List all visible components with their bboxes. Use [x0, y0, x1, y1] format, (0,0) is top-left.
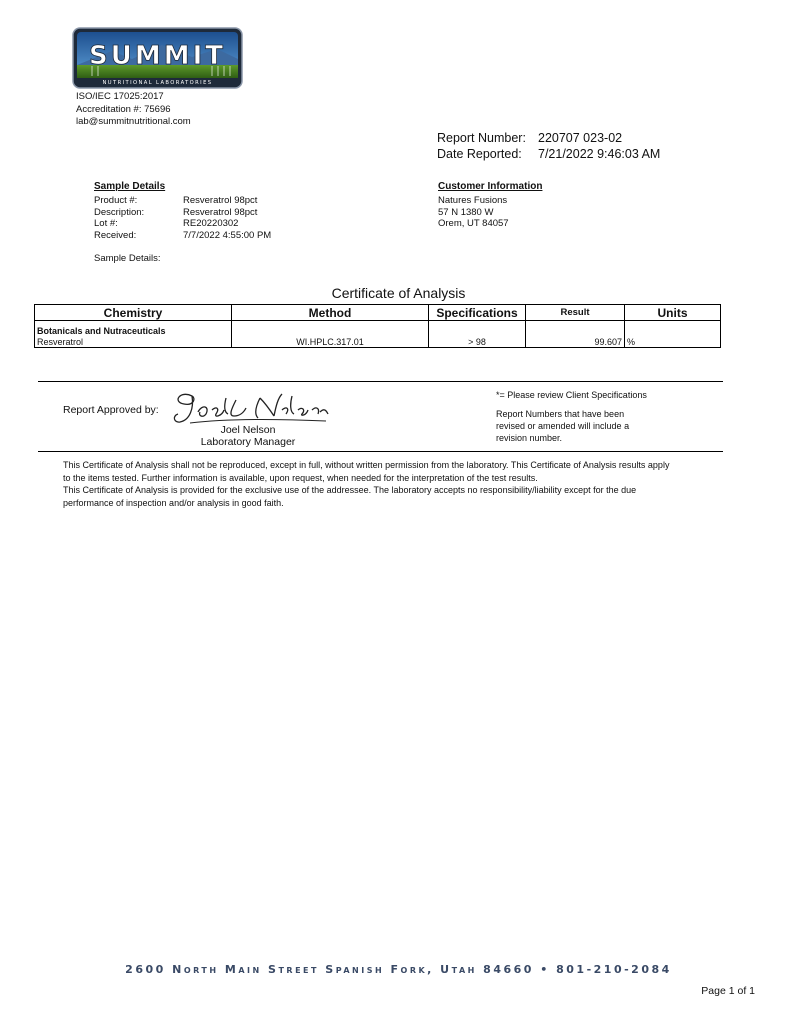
customer-address-line1: 57 N 1380 W [438, 206, 494, 218]
page-number: Page 1 of 1 [701, 985, 755, 997]
sample-row [94, 230, 271, 242]
approver-name: Joel Nelson [220, 424, 276, 436]
accreditation-number: Accreditation #: 75696 [76, 103, 171, 115]
sample-details-extra-label: Sample Details: [94, 253, 161, 264]
customer-info-title: Customer Information [438, 181, 543, 192]
sample-row-value: Resveratrol 98pct [183, 206, 258, 218]
sample-row-label: Received: [94, 229, 137, 241]
customer-name: Natures Fusions [438, 195, 508, 206]
disclaimer-line3: This Certificate of Analysis is provided for the exclusive use of the addressee. The laboratory accepts no responsibility/liability except for the due [63, 485, 637, 495]
header-specifications: Specifications [429, 305, 526, 321]
iso-standard: ISO/IEC 17025:2017 [76, 91, 164, 102]
customer-information [438, 181, 542, 230]
lab-email: lab@summitnutritional.com [76, 116, 191, 127]
header-method: Method [232, 305, 429, 321]
category-row [35, 321, 721, 337]
disclaimer-line4: performance of inspection and/or analysis in good faith. [63, 497, 284, 508]
logo-subtitle-text: NUTRITIONAL LABORATORIES [102, 80, 213, 86]
sample-row-label: Lot #: [94, 218, 118, 229]
approval-top-rule [38, 381, 723, 382]
disclaimer [63, 459, 723, 509]
category-label: Botanicals and Nutraceuticals [35, 321, 232, 337]
sample-row-label: Description: [94, 206, 145, 218]
revision-note-line1: Report Numbers that have been [496, 409, 625, 419]
cell-method: WI.HPLC.317.01 [232, 336, 429, 348]
sample-row-value: Resveratrol 98pct [183, 195, 258, 206]
table-header-row [35, 305, 721, 321]
client-spec-note: *= Please review Client Specifications [496, 390, 647, 400]
date-reported-value: 7/21/2022 9:46:03 AM [538, 147, 661, 161]
header-units: Units [625, 305, 721, 321]
date-reported-label: Date Reported: [437, 147, 522, 161]
footer-address: 2600 North Main Street Spanish Fork, Utah 84660 • 801-210-2084 [125, 963, 672, 976]
sample-details [94, 181, 271, 265]
cell-units: % [625, 336, 721, 348]
approver-block [196, 424, 300, 448]
logo-brand-text: SUMMIT [89, 41, 226, 71]
certificate-title: Certificate of Analysis [331, 285, 466, 301]
sample-row [94, 195, 271, 207]
report-meta [437, 130, 660, 162]
customer-address-line2: Orem, UT 84057 [438, 218, 509, 229]
revision-note-line2: revised or amended will include a [496, 421, 630, 431]
sample-row-value: 7/7/2022 4:55:00 PM [183, 229, 272, 241]
cell-result: 99.607 [526, 336, 625, 348]
report-number-value: 220707 023-02 [538, 131, 623, 145]
report-notes [496, 389, 647, 444]
table-row [35, 336, 721, 348]
disclaimer-line2: to the items tested. Further information is available, upon request, when needed for the interpretation of the test results. [63, 472, 538, 483]
sample-row [94, 207, 271, 219]
results-table [34, 304, 721, 348]
sample-row-value: RE20220302 [183, 218, 239, 229]
header-chemistry: Chemistry [35, 305, 232, 321]
sample-details-title: Sample Details [94, 181, 166, 192]
lab-info [76, 91, 191, 129]
approval-bottom-rule [38, 451, 723, 452]
signature-image [170, 388, 330, 428]
cell-specifications: > 98 [429, 336, 526, 348]
revision-note-line3: revision number. [496, 433, 563, 443]
approver-title: Laboratory Manager [200, 436, 296, 448]
header-result: Result [526, 305, 625, 321]
summit-logo [72, 27, 243, 89]
report-number-label: Report Number: [437, 131, 526, 145]
disclaimer-line1: This Certificate of Analysis shall not be reproduced, except in full, without written permission from the laboratory. This Certificate of Analysis results apply [63, 460, 670, 470]
approved-by-label: Report Approved by: [63, 404, 159, 416]
cell-chemistry: Resveratrol [35, 336, 232, 348]
sample-row [94, 218, 271, 230]
sample-row-label: Product #: [94, 195, 138, 206]
